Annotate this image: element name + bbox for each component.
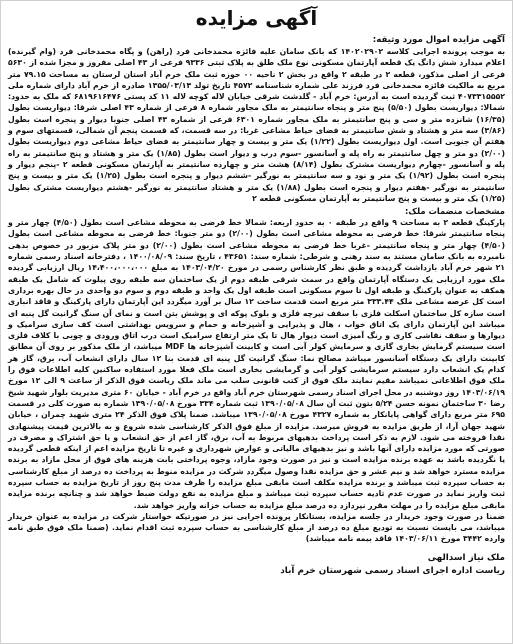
notice-subtitle: آگهی مزایده اموال مورد وثیقه:: [372, 35, 505, 45]
signatory-title: ریاست اداره اجرای اسناد رسمی شهرستان خرم آباد: [280, 565, 505, 576]
intro-paragraph: به موجب پرونده اجرایی کلاسه ۱۴۰۲۰۲۹۰۲ که بانک سامان علیه فائزه محمدخانی فرد (راهن) و پگاه محمدخانی فرد (وام گیرنده) اعلام میدارد شش دانگ یک قطعه آپارتمان مسکونی نوع ملک طلق به پلاک ثبتی ۹۳۳۶ فرعی از ۴۳ اصلی مفروز و مجزا شده از ۵۶۳۰ فرعی از اصلی مذکور، قطعه ۲ در طبقه ۲ واقع در بخش ۲ ناحیه ۰۰ حوزه ثبت ملک خرم آباد استان لرستان به مساحت ۷۹.۱۵ متر مربع به مالکیت فائزه محمدخانی فرد فرزند علی شماره شناسنامه ۴۵۷۲ تاریخ تولد ۱۳۵۵/۰۳/۱۳ صادره از خرم آباد دارای شماره ملی ۴۰۷۳۳۱۵۵۵۲ ثبت گردیده است به آدرس: خرم آباد - گلدشت شرقی خیابان لاله کوچه لاله ۱۱ کد پستی ۶۸۱۹۶۱۶۴۷۶ که ملک به حدود: شمالا: دیواریست بطول (۵/۵۰) پنج متر و پنجاه سانتیمتر به ملک مجاور شماره ۸ فرعی از شماره ۴۳ اصلی شرقا: دیواریست بطول (۱۶/۳۵) شانزده متر و سی و پنج سانتیمتر به ملک مجاور شماره ۶۳۰۱ فرعی از شماره ۴۳ اصلی جنوبا دیوار و پنجره است بطول (۳/۸۶) سه متر و هشتاد و شش سانتیمتر به فضای حیاط مشاعی غربا: در سه قسمت، که قسمت پنجم آن شمالی، قسمتهای سوم و هفتم آن جنوبی است. اول دیواریست بطول (۱/۲۲) یک متر و بیست و چهار سانتیمتر به فضای حیاط مشاعی دوم دیواریست بطول (۲/۰۰) دو متر و چهل سانتیمتر به راه پله و آسانسور -سوم درب و دیوار است بطول (۱/۸۵) یک متر و هشتاد و پنج سانتیمتر به راه پله و آسانسور -چهارم دیواریست مشترک بطول (۸/۱۴) هشت متر و چهارده سانتیمتر به آپارتمان مسکونی قطعه ۲ -پنجم دیوار و پنجره است بطول (۱/۹۲) یک متر و نود و سه سانتیمتر به نورگیر -ششم دیوار و پنجره است بطول (۱/۲۵) یک متر و بیست و پنج سانتیمتر به نورگیر -هفتم دیوار و پنجره است بطول (۱/۸۸) یک متر و هشتاد سانتیمتر به نورگیر -هشتم دیواریست مشترک بطول (۱/۲۵) یک متر و بیست و پنج سانتیمتر به آپارتمان مسکونی قطعه ۲: [8, 47, 506, 203]
closing-paragraph: ضمنا در صورت وجود خریدار در جلسه مزایده، بستانکار پرونده اجرایی نیز در صورتیکه خواستار شرکت در مزایده به عنوان خریدار میباشد، می بایست نسبت به تودیع مبلغ ده درصد از مبلغ کارشناسی به حساب سپرده ثبت اقدام نماید. (ضمنا ملک فوق طبق نامه وارده ۳۴۴۲ مورخ ۱۴۰۳/۰۶/۱۱ فاقد بیمه نامه میباشد): [8, 511, 505, 544]
details-paragraph: پارکینگ قطعه ۲ به مساحت ۹ واقع در طبقه ۰ به حدود اربعه: شمالا خط فرضی به محوطه مشاعی است بطول (۴/۵۰) چهار متر و پنجاه سانتیمتر شرقا: خط فرضی به محوطه مشاعی است بطول (۲/۰۰) دو متر جنوبا: خط فرضی به محوطه مشاعی است بطول (۴/۵۰) چهار متر و پنجاه سانتیمتر -غربا خط فرضی به محوطه مشاعی است بطول (۲/۰۰) دو متر پلاک مزبور در خصوص بدهی نامبرده به بانک سامان مستند به سند رهنی و شرطی: شماره سند: ۴۳۶۵۱ ، تاریخ سند: ۱۴۰۰/۰۸/۰۹ ، دفترخانه اسناد رسمی شماره ۲۱ شهر خرم آباد بازداشت گردیده و طبق نظر کارشناس رسمی در مورخ ۱۴۰۳/۰۴/۲۰ به مبلغ ۱۴،۴۰۰،۰۰۰،۰۰۰ ریال ارزیابی گردیده ملک مورد ارزیابی یک دستگاه آپارتمان واقع در سمت شرقی طبقه دوم از یک ساختمان سه طبقه روی پیلوت که شامل یک طبقه همکف به عنوان پارکینگ و طبقه اول تا سوم مسکونی است طبقه اول یک واحد و طبقه دوم و سوم دو واحدی در حال بهره برداری است کل عرصه مشاعی ملک ۳۳۳.۴۴ متر مربع است قدمت ساخت ۱۲ سال بر آورد میگردد این آپارتمان دارای پارکینگ و فاقد انباری است سازه کل ساختمان اسکلت فلزی با سقف تیرچه فلزی و بلوک پوکه ای و پوشش بتن است و نمای آن سنگ گرانیت گل پنبه ای میباشد این آپارتمان دارای یک اتاق خواب ، هال و پذیرایی و آشپزخانه و حمام و سرویس بهداشتی است کف سازی سرامیک و دیوارها و سقف نقاشی کاری و رنگ آمیزی است دیوار هال تا یک متر ارتفاع سرامیک است درب اتاق ورودی و چوبی با کلاف فلزی است سیستم گرمایش بخاری گازی و سرمایش کولر آبی است و کابینت آشپزخانه ها MDF میباشد، از ملک مذکور بر روی آن مطابق کابینت دارای یک دستگاه آسانسور میباشد مصالح نما: سنگ گرانیت گل پنبه ای قدمت بنا ۱۲ سال دارای انشعاب آب، برق، گاز هر کدام یک انشعاب دارد سیستم سرمایشی کولر آبی و گرمایشی بخاری است ملک فعلا مورد استفاده ساکنین کلیه اطلاعات فوق را ملک فوق اطلاعاتی نمیباشد مقیم نمایند ملک فوق از کتب قانونی سلب می ماند ملک ریاست فوق الذکر از ساعت ۹ الی ۱۲ مورخ ۱۴۰۳/۰۶/۱۹ روز دوشنبه در محل اجرای اسناد رسمی شهرستان خرم آباد واقع در خرم آباد - خیابان ۶۰ متری مدیریت بلوار شهید شیخ رضا ۳۰ ساختمان نمونه حسن ۵/۲۴ بتون ثبت آن سال ۱۳۹۰/۰۵/۰۸ ثبت شماره ۳۳۴ مورخ ۱۳۹۰/۰۵/۰۸ شماره به صورت کلی در قسمت ۶۹۵ متر مربع دارای گواهی پایانکار به شماره ۴۳۲۷ مورخ ۱۳۹۰/۰۵/۰۸ میباشد. ضمنا پلاک فوق الذکر ۲۴ متری شهید چمران ، خیابان شهید جهان آرا، از طریق مزایده به فروش میرسد. مزایده از مبلغ فوق الذکر کارشناسی شده شروع و به بالاترین قیمت پیشنهادی نقدا فروخته می شود. لازم به ذکر است پرداخت بدهیهای مربوط به آب، برق، گاز اعم از حق انشعاب و یا حق اشتراک و مصرف در صورتی که مورد مزایده دارای آنها باشد و نیز بدهیهای مالیاتی و عوارض شهرداری و غیره تا تاریخ مزایده اعم از اینکه قطعی گردیده یا نگردیده باشد به عهده برنده مزایده است و نیز در صورت وجود مازاد، وجوه پرداختی بابت هزینه های فوق از محل مازاد به برنده مزایده مسترد خواهد شد و نیم عشر و حق مزایده نقدا وصول میگردد شرکت در مزایده منوط به پرداخت ده درصد از مبلغ کارشناسی به حساب سپرده ثبت میباشد و برنده مزایده مکلف است مابقی مبلغ مزایده را ظرف مدت پنج روز از تاریخ مزایده به حساب سپرده ثبت واریز نماید در صورت عدم تادیه حساب سپرده ثبت میباشد و مبلغ مزایده به نفع دولت ضبط خواهد شد و چنانچه برنده مزایده مابقی مبلغ مزایده را در مهلت مقرر نپردازد ده درصد مبلغ مزایده به حساب خزانه واریز خواهد شد.: [8, 218, 506, 510]
signature-block: [8, 552, 505, 578]
notice-title: آگهی مزایده: [195, 6, 318, 30]
appurtenances-heading: مشخصات منضمات ملک:: [405, 206, 505, 217]
signatory-name: ملک نیاز اسدالهی: [427, 552, 505, 563]
